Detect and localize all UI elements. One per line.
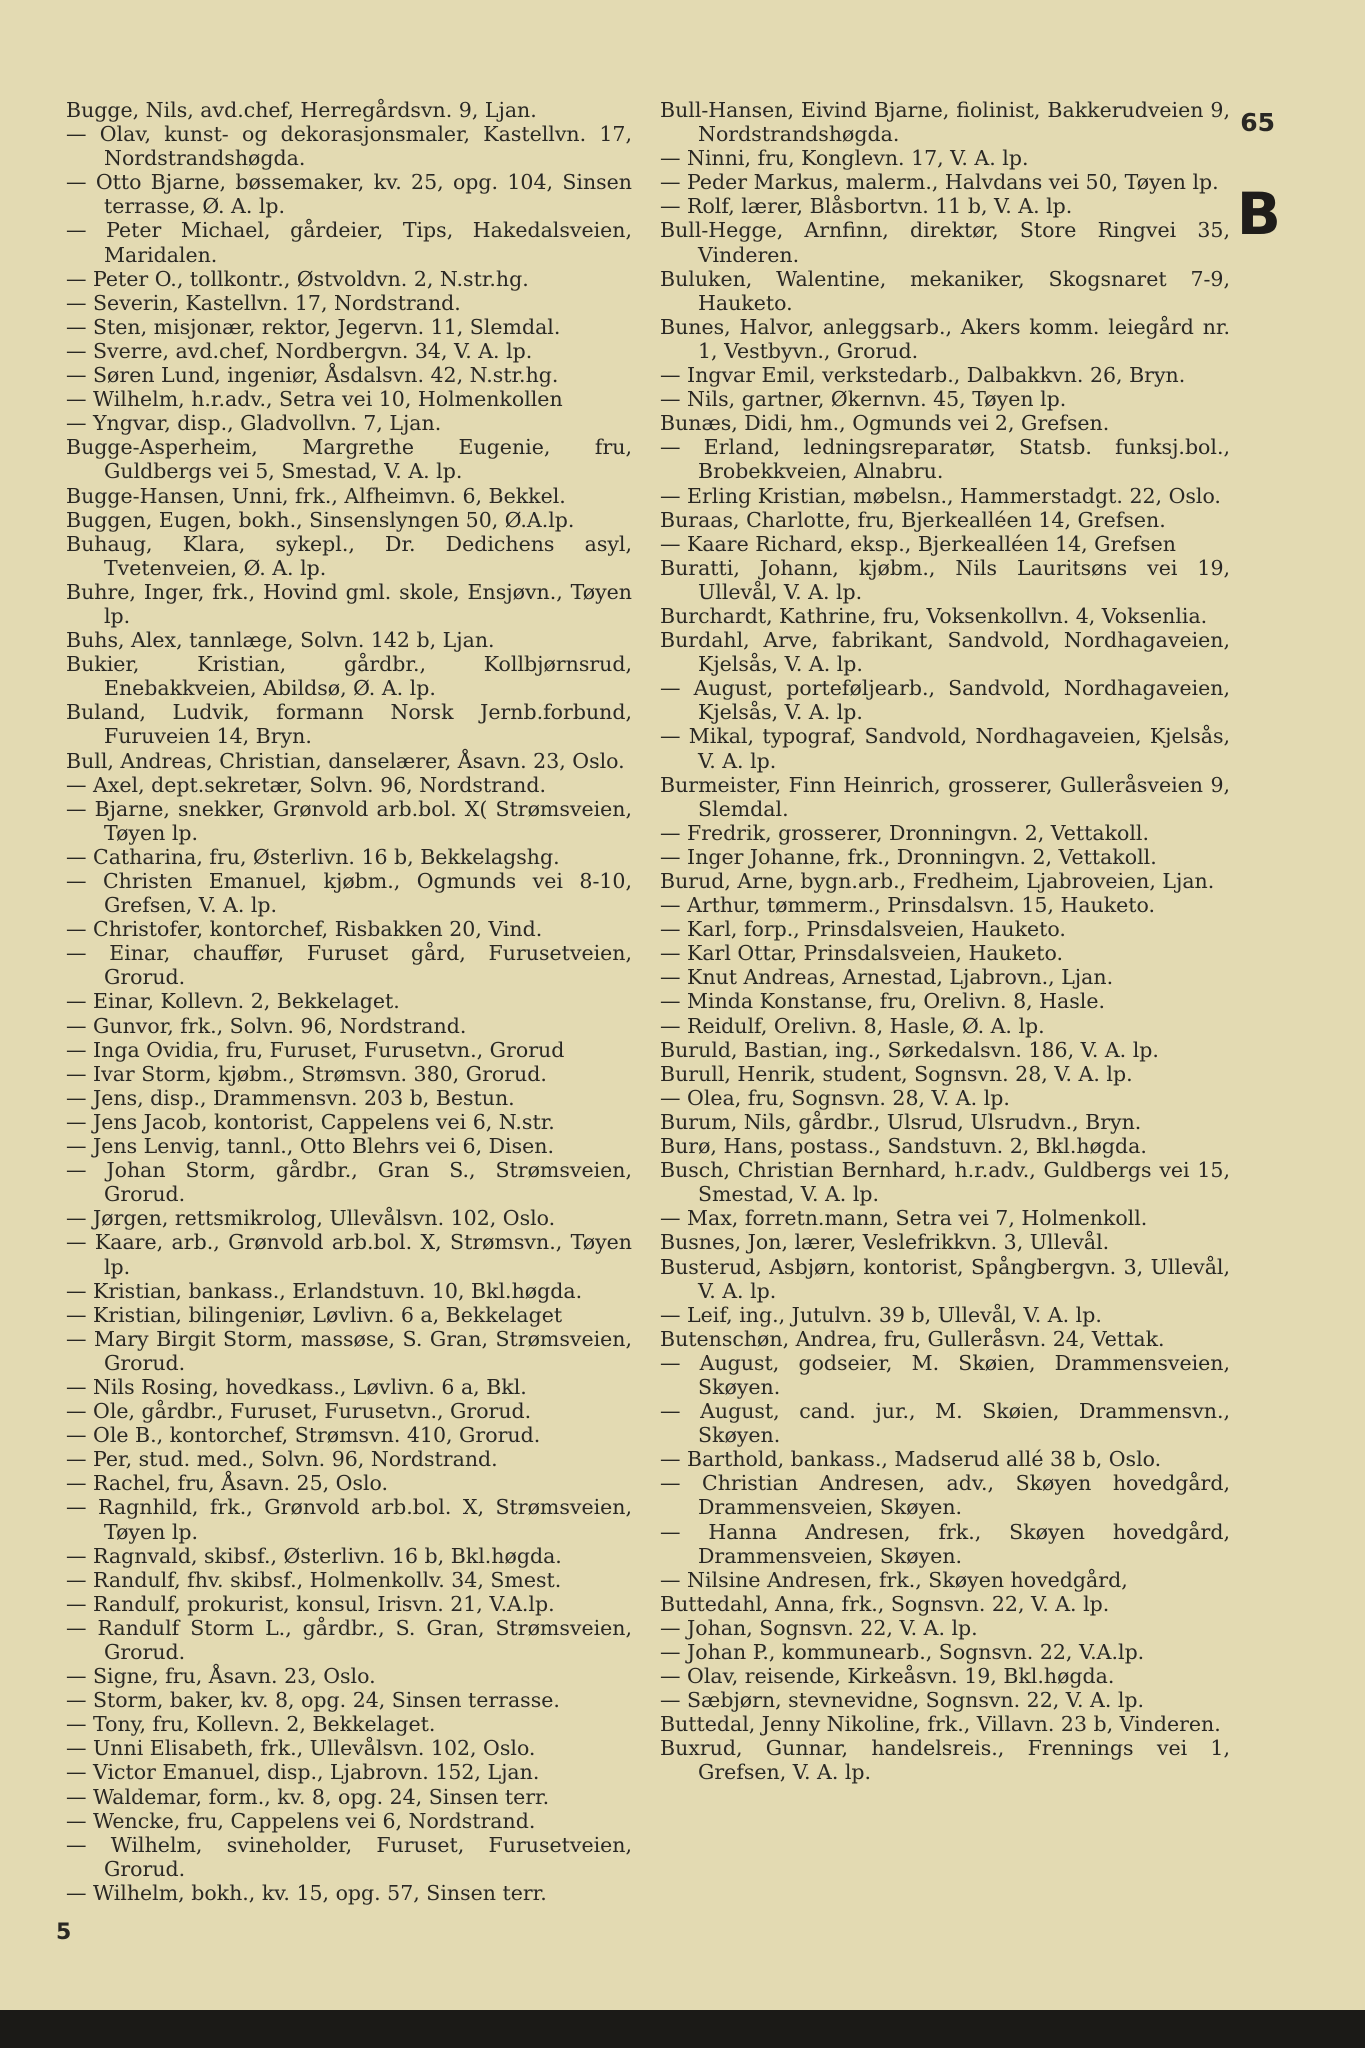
directory-entry: — Karl Ottar, Prinsdalsveien, Hauketo. <box>660 941 1064 966</box>
directory-entry: — Mary Birgit Storm, massøse, S. Gran, Strømsveien, Grorud. <box>66 1326 632 1375</box>
directory-entry: — Tony, fru, Kollevn. 2, Bekkelaget. <box>66 1712 436 1737</box>
directory-entry: — Axel, dept.sekretær, Solvn. 96, Nordstrand. <box>66 772 547 797</box>
directory-entry: Bukier, Kristian, gårdbr., Kollbjørnsrud, Enebakkveien, Abildsø, Ø. A. lp. <box>66 652 632 701</box>
directory-entry: — Mikal, typograf, Sandvold, Nordhagaveien, Kjelsås, V. A. lp. <box>660 724 1230 773</box>
directory-entry: — Christian Andresen, adv., Skøyen hovedgård, Drammensveien, Skøyen. <box>660 1471 1230 1520</box>
printer-signature: 5 <box>56 1920 72 1945</box>
directory-entry: — Knut Andreas, Arnestad, Ljabrovn., Ljan. <box>660 965 1114 990</box>
directory-entry: — Jens Lenvig, tannl., Otto Blehrs vei 6, Disen. <box>66 1134 554 1159</box>
directory-entry: Burum, Nils, gårdbr., Ulsrud, Ulsrudvn., Bryn. <box>660 1109 1142 1134</box>
directory-entry: — August, cand. jur., M. Skøien, Drammensvn., Skøyen. <box>660 1399 1230 1448</box>
directory-entry: — Ole B., kontorchef, Strømsvn. 410, Grorud. <box>66 1423 541 1448</box>
directory-entry: Bunes, Halvor, anleggsarb., Akers komm. leiegård nr. 1, Vestbyvn., Grorud. <box>660 314 1230 363</box>
directory-entry: — Minda Konstanse, fru, Orelivn. 8, Hasle. <box>660 989 1105 1014</box>
directory-entry: — Waldemar, form., kv. 8, opg. 24, Sinsen terr. <box>66 1784 550 1809</box>
directory-entry: Bugge, Nils, avd.chef, Herregårdsvn. 9, Ljan. <box>66 98 537 122</box>
page-number: 65 <box>1240 108 1275 137</box>
directory-entry: — Severin, Kastellvn. 17, Nordstrand. <box>66 290 461 315</box>
directory-entry: — Kaare, arb., Grønvold arb.bol. X, Strømsvn., Tøyen lp. <box>66 1230 632 1279</box>
directory-entry: — Randulf, prokurist, konsul, Irisvn. 21, V.A.lp. <box>66 1591 555 1616</box>
directory-entry: Bugge-Asperheim, Margrethe Eugenie, fru, Guldbergs vei 5, Smestad, V. A. lp. <box>66 435 632 484</box>
directory-entry: — Erland, ledningsreparatør, Statsb. funksj.bol., Brobekkveien, Alnabru. <box>660 435 1230 484</box>
directory-entry: — Johan Storm, gårdbr., Gran S., Strømsveien, Grorud. <box>66 1158 632 1207</box>
directory-entry: — Nilsine Andresen, frk., Skøyen hovedgård, <box>660 1567 1128 1592</box>
directory-entry: — Wencke, fru, Cappelens vei 6, Nordstrand. <box>66 1808 536 1833</box>
directory-entry: — Barthold, bankass., Madserud allé 38 b, Oslo. <box>660 1447 1162 1472</box>
directory-entry: — Otto Bjarne, bøssemaker, kv. 25, opg. 104, Sinsen terrasse, Ø. A. lp. <box>66 170 632 219</box>
directory-entry: — Ragnvald, skibsf., Østerlivn. 16 b, Bkl.høgda. <box>66 1543 562 1568</box>
directory-entry: Buxrud, Gunnar, handelsreis., Frennings vei 1, Grefsen, V. A. lp. <box>660 1736 1230 1785</box>
directory-entry: — Signe, fru, Åsavn. 23, Oslo. <box>66 1664 376 1689</box>
directory-entry: Buttedahl, Anna, frk., Sognsvn. 22, V. A. lp. <box>660 1591 1110 1616</box>
directory-entry: — Sten, misjonær, rektor, Jegervn. 11, Slemdal. <box>66 314 561 339</box>
directory-entry: Butenschøn, Andrea, fru, Gulleråsvn. 24, Vettak. <box>660 1326 1165 1351</box>
directory-entry: — Johan P., kommunearb., Sognsvn. 22, V.A.lp. <box>660 1640 1145 1664</box>
directory-entry: Buttedal, Jenny Nikoline, frk., Villavn. 23 b, Vinderen. <box>660 1712 1221 1737</box>
directory-entry: — Storm, baker, kv. 8, opg. 24, Sinsen terrasse. <box>66 1688 560 1713</box>
directory-entry: — Wilhelm, bokh., kv. 15, opg. 57, Sinsen terr. <box>66 1880 547 1905</box>
directory-entry: — Ole, gårdbr., Furuset, Furusetvn., Grorud. <box>66 1399 532 1424</box>
directory-entry: — Max, forretn.mann, Setra vei 7, Holmenkoll. <box>660 1206 1148 1231</box>
directory-entry: — Erling Kristian, møbelsn., Hammerstadgt. 22, Oslo. <box>660 483 1221 508</box>
directory-entry: — Einar, Kollevn. 2, Bekkelaget. <box>66 989 400 1014</box>
directory-entry: Bugge-Hansen, Unni, frk., Alfheimvn. 6, Bekkel. <box>66 483 566 508</box>
directory-entry: — Ingvar Emil, verkstedarb., Dalbakkvn. 26, Bryn. <box>660 363 1186 388</box>
directory-entry: — Victor Emanuel, disp., Ljabrovn. 152, Ljan. <box>66 1760 540 1785</box>
directory-entry: — Unni Elisabeth, frk., Ullevålsvn. 102, Oslo. <box>66 1736 536 1761</box>
directory-entry: — Bjarne, snekker, Grønvold arb.bol. X( Strømsveien, Tøyen lp. <box>66 796 632 845</box>
directory-entry: Bunæs, Didi, hm., Ogmunds vei 2, Grefsen. <box>660 411 1110 436</box>
directory-entry: — Karl, forp., Prinsdalsveien, Hauketo. <box>660 917 1066 942</box>
directory-entry: Buluken, Walentine, mekaniker, Skogsnaret 7-9, Hauketo. <box>660 266 1230 315</box>
directory-entry: Busterud, Asbjørn, kontorist, Spångbergvn. 3, Ullevål, V. A. lp. <box>660 1254 1230 1303</box>
directory-entry: — Ivar Storm, kjøbm., Strømsvn. 380, Grorud. <box>66 1061 547 1086</box>
directory-entry: — Kaare Richard, eksp., Bjerkealléen 14, Grefsen <box>660 531 1176 556</box>
directory-entry: — Leif, ing., Jutulvn. 39 b, Ullevål, V. A. lp. <box>660 1302 1102 1327</box>
directory-entry: Busch, Christian Bernhard, h.r.adv., Guldbergs vei 15, Smestad, V. A. lp. <box>660 1158 1230 1207</box>
section-letter: B <box>1236 180 1281 248</box>
directory-entry: — Per, stud. med., Solvn. 96, Nordstrand. <box>66 1447 498 1472</box>
directory-entry: Buratti, Johann, kjøbm., Nils Lauritsøns vei 19, Ullevål, V. A. lp. <box>660 555 1230 604</box>
directory-entry: — Peter Michael, gårdeier, Tips, Hakedalsveien, Maridalen. <box>66 218 632 267</box>
directory-entry: — Peter O., tollkontr., Østvoldvn. 2, N.str.hg. <box>66 266 529 291</box>
directory-entry: — Ninni, fru, Konglevn. 17, V. A. lp. <box>660 146 1029 171</box>
directory-entry: Buggen, Eugen, bokh., Sinsenslyngen 50, Ø.A.lp. <box>66 507 575 532</box>
directory-entry: — Inger Johanne, frk., Dronningvn. 2, Vettakoll. <box>660 844 1157 869</box>
directory-entry: — Wilhelm, h.r.adv., Setra vei 10, Holmenkollen <box>66 387 563 412</box>
directory-entry: — Ragnhild, frk., Grønvold arb.bol. X, Strømsveien, Tøyen lp. <box>66 1495 632 1544</box>
directory-entry: — Peder Markus, malerm., Halvdans vei 50, Tøyen lp. <box>660 170 1219 195</box>
directory-entry: — Sverre, avd.chef, Nordbergvn. 34, V. A. lp. <box>66 338 533 363</box>
left-column <box>66 98 632 1905</box>
directory-entry: — Christofer, kontorchef, Risbakken 20, Vind. <box>66 917 543 942</box>
directory-entry: — Fredrik, grosserer, Dronningvn. 2, Vettakoll. <box>660 820 1149 845</box>
directory-entry: Buruld, Bastian, ing., Sørkedalsvn. 186, V. A. lp. <box>660 1037 1159 1062</box>
directory-entry: — Reidulf, Orelivn. 8, Hasle, Ø. A. lp. <box>660 1013 1045 1038</box>
directory-entry: — Olea, fru, Sognsvn. 28, V. A. lp. <box>660 1085 1010 1110</box>
directory-entry: — Sæbjørn, stevnevidne, Sognsvn. 22, V. A. lp. <box>660 1688 1145 1713</box>
right-column <box>660 98 1230 1785</box>
directory-entry: — August, godseier, M. Skøien, Drammensveien, Skøyen. <box>660 1350 1230 1399</box>
directory-entry: — Yngvar, disp., Gladvollvn. 7, Ljan. <box>66 411 442 436</box>
directory-entry: Busnes, Jon, lærer, Veslefrikkvn. 3, Ullevål. <box>660 1230 1110 1255</box>
directory-entry: — Olav, reisende, Kirkeåsvn. 19, Bkl.høgda. <box>660 1664 1115 1689</box>
directory-entry: — Einar, chauffør, Furuset gård, Furusetveien, Grorud. <box>66 941 632 990</box>
directory-entry: — Randulf Storm L., gårdbr., S. Gran, Strømsveien, Grorud. <box>66 1615 632 1664</box>
directory-entry: — Rachel, fru, Åsavn. 25, Oslo. <box>66 1471 389 1496</box>
directory-entry: Bull-Hegge, Arnfinn, direktør, Store Ringvei 35, Vinderen. <box>660 218 1230 267</box>
directory-entry: — August, porteføljearb., Sandvold, Nordhagaveien, Kjelsås, V. A. lp. <box>660 676 1230 725</box>
directory-entry: Burmeister, Finn Heinrich, grosserer, Gulleråsveien 9, Slemdal. <box>660 772 1230 821</box>
directory-entry: — Catharina, fru, Østerlivn. 16 b, Bekkelagshg. <box>66 844 560 869</box>
directory-entry: — Gunvor, frk., Solvn. 96, Nordstrand. <box>66 1013 467 1038</box>
directory-entry: — Nils, gartner, Økernvn. 45, Tøyen lp. <box>660 387 1067 412</box>
directory-entry: Bull-Hansen, Eivind Bjarne, fiolinist, Bakkerudveien 9, Nordstrandshøgda. <box>660 98 1230 147</box>
directory-entry: — Søren Lund, ingeniør, Åsdalsvn. 42, N.str.hg. <box>66 363 559 388</box>
directory-entry: Burchardt, Kathrine, fru, Voksenkollvn. 4, Voksenlia. <box>660 603 1208 628</box>
directory-entry: — Jens Jacob, kontorist, Cappelens vei 6, N.str. <box>66 1109 555 1134</box>
directory-entry: Bull, Andreas, Christian, danselærer, Åsavn. 23, Oslo. <box>66 748 625 773</box>
directory-entry: — Wilhelm, svineholder, Furuset, Furusetveien, Grorud. <box>66 1832 632 1881</box>
directory-entry: Burull, Henrik, student, Sognsvn. 28, V. A. lp. <box>660 1061 1133 1086</box>
directory-entry: Burø, Hans, postass., Sandstuvn. 2, Bkl.høgda. <box>660 1134 1147 1159</box>
directory-entry: — Arthur, tømmerm., Prinsdalsvn. 15, Hauketo. <box>660 893 1156 918</box>
directory-entry: Buhs, Alex, tannlæge, Solvn. 142 b, Ljan. <box>66 628 495 653</box>
directory-entry: — Christen Emanuel, kjøbm., Ogmunds vei 8-10, Grefsen, V. A. lp. <box>66 869 632 918</box>
directory-entry: — Inga Ovidia, fru, Furuset, Furusetvn., Grorud <box>66 1037 565 1062</box>
directory-entry: — Nils Rosing, hovedkass., Løvlivn. 6 a, Bkl. <box>66 1374 527 1399</box>
directory-entry: Buhre, Inger, frk., Hovind gml. skole, Ensjøvn., Tøyen lp. <box>66 579 632 628</box>
directory-entry: — Johan, Sognsvn. 22, V. A. lp. <box>660 1615 978 1640</box>
directory-entry: — Kristian, bilingeniør, Løvlivn. 6 a, Bekkelaget <box>66 1302 563 1327</box>
directory-entry: — Rolf, lærer, Blåsbortvn. 11 b, V. A. lp. <box>660 194 1073 219</box>
directory-entry: Buraas, Charlotte, fru, Bjerkealléen 14, Grefsen. <box>660 507 1166 532</box>
directory-entry: — Jørgen, rettsmikrolog, Ullevålsvn. 102, Oslo. <box>66 1206 556 1231</box>
directory-entry: — Jens, disp., Drammensvn. 203 b, Bestun. <box>66 1085 515 1110</box>
directory-entry: — Kristian, bankass., Erlandstuvn. 10, Bkl.høgda. <box>66 1278 583 1303</box>
directory-entry: — Randulf, fhv. skibsf., Holmenkollv. 34, Smest. <box>66 1567 562 1592</box>
directory-entry: — Olav, kunst- og dekorasjonsmaler, Kastellvn. 17, Nordstrandshøgda. <box>66 122 632 171</box>
directory-entry: Burdahl, Arve, fabrikant, Sandvold, Nordhagaveien, Kjelsås, V. A. lp. <box>660 628 1230 677</box>
directory-entry: Buhaug, Klara, sykepl., Dr. Dedichens asyl, Tvetenveien, Ø. A. lp. <box>66 531 632 580</box>
directory-entry: Burud, Arne, bygn.arb., Fredheim, Ljabroveien, Ljan. <box>660 869 1215 893</box>
directory-entry: — Hanna Andresen, frk., Skøyen hovedgård, Drammensveien, Skøyen. <box>660 1519 1230 1568</box>
directory-entry: Buland, Ludvik, formann Norsk Jernb.forbund, Furuveien 14, Bryn. <box>66 700 632 749</box>
